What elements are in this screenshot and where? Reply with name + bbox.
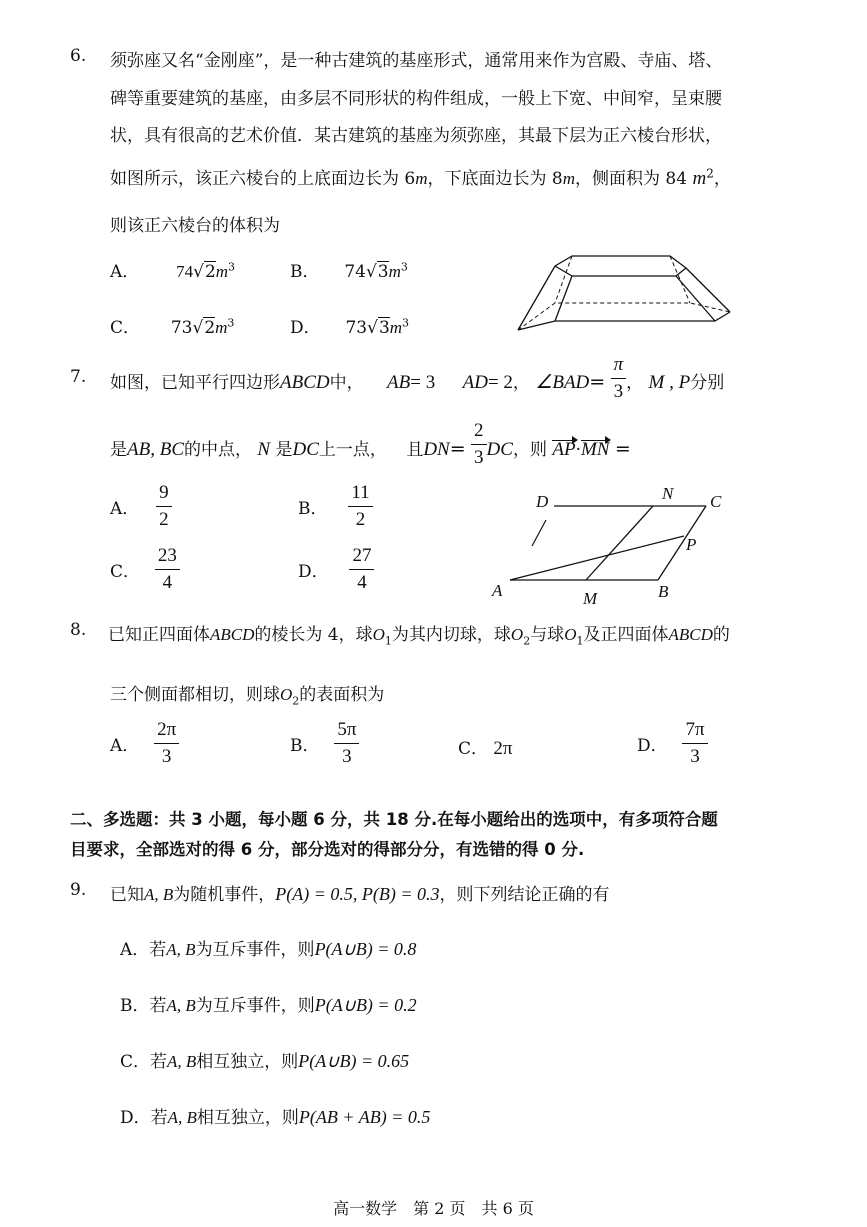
parallelogram-figure (488, 480, 738, 610)
q6-line1: 须弥座又名“金刚座”，是一种古建筑的基座形式，通常用来作为宫殿、寺庙、塔、 (110, 51, 723, 71)
q9-stem: 已知A, B为随机事件，P(A) = 0.5, P(B) = 0.3，则下列结论正确的有 (110, 884, 610, 905)
q6-option-b[interactable]: B． $74√3m^3$ (290, 260, 408, 282)
q8-number: 8. (70, 620, 87, 640)
label-c: C (710, 492, 722, 511)
section2-header-line1: 二、多选题：共 3 小题，每小题 6 分，共 18 分.在每小题给出的选项中，有多项符合题 (70, 810, 718, 829)
q9-option-c[interactable]: C．若A, B相互独立，则P(A∪B) = 0.65 (120, 1051, 410, 1072)
q7-option-b[interactable]: B． $\frac{11}{2}$ (298, 480, 373, 533)
q6-line2: 碑等重要建筑的基座，由多层不同形状的构件组成，一般上下宽、中间窄，呈束腰 (110, 89, 722, 109)
q6-number: 6. (70, 46, 87, 66)
label-p: P (686, 535, 697, 554)
q8-option-a[interactable]: A． $\frac{2\pi}{3}$ (110, 717, 179, 770)
q8-line1: 已知正四面体ABCD的棱长为 4，球$O_1$为其内切球，球$O_2$与球$O_1$及正四面体ABCD的 (108, 625, 730, 648)
q9-number: 9. (70, 880, 87, 900)
label-d: D (536, 492, 549, 511)
q6-option-a[interactable]: A． $74√2m^3$ (110, 260, 236, 282)
q6-option-c[interactable]: C． $73√2m^3$ (110, 316, 235, 338)
q7-option-a[interactable]: A． $\frac{9}{2}$ (110, 480, 172, 533)
label-n: N (662, 484, 674, 503)
q8-option-c[interactable]: C． 2π (458, 738, 513, 759)
q7-line2: 是AB, BC的中点， N 是DC上一点， 且DN= $\frac{2}{3}$ DC，则 AP·MN = (110, 420, 631, 468)
q9-option-a[interactable]: A．若A, B为互斥事件，则P(A∪B) = 0.8 (120, 939, 417, 960)
q7-number: 7. (70, 367, 87, 387)
label-m: M (583, 589, 598, 608)
q8-option-d[interactable]: D． $\frac{7\pi}{3}$ (637, 717, 708, 770)
q8-line2: 三个侧面都相切，则球$O_2$的表面积为 (110, 685, 385, 708)
section2-header-line2: 目要求，全部选对的得 6 分，部分选对的得部分分，有选错的得 0 分. (70, 840, 585, 859)
q6-line5: 则该正六棱台的体积为 (110, 216, 280, 236)
q6-option-d[interactable]: D． $73√3m^3$ (290, 316, 410, 338)
frustum-figure (510, 248, 735, 340)
q7-option-d[interactable]: D． $\frac{27}{4}$ (298, 543, 374, 596)
page-footer: 高一数学 第 2 页 共 6 页 (333, 1199, 534, 1218)
q8-option-b[interactable]: B． $\frac{5\pi}{3}$ (290, 717, 359, 770)
q6-line4: 如图所示，该正六棱台的上底面边长为 6m，下底面边长为 8m，侧面积为 84 $m^2$， (110, 166, 731, 189)
q9-option-d[interactable]: D．若A, B相互独立，则P(AB + AB) = 0.5 (120, 1107, 431, 1128)
ad-side-fragment (532, 520, 546, 546)
q9-option-b[interactable]: B．若A, B为互斥事件，则P(A∪B) = 0.2 (120, 995, 417, 1016)
label-a: A (492, 581, 503, 600)
q7-line1: 如图，已知平行四边形ABCD中， AB= 3 AD= 2， ∠BAD= $\frac{\pi}{3}$ ， M , P分别 (110, 354, 725, 402)
label-b: B (658, 582, 669, 601)
q7-option-c[interactable]: C． $\frac{23}{4}$ (110, 543, 180, 596)
q6-line3: 状，具有很高的艺术价值．某古建筑的基座为须弥座，其最下层为正六棱台形状， (110, 126, 722, 146)
